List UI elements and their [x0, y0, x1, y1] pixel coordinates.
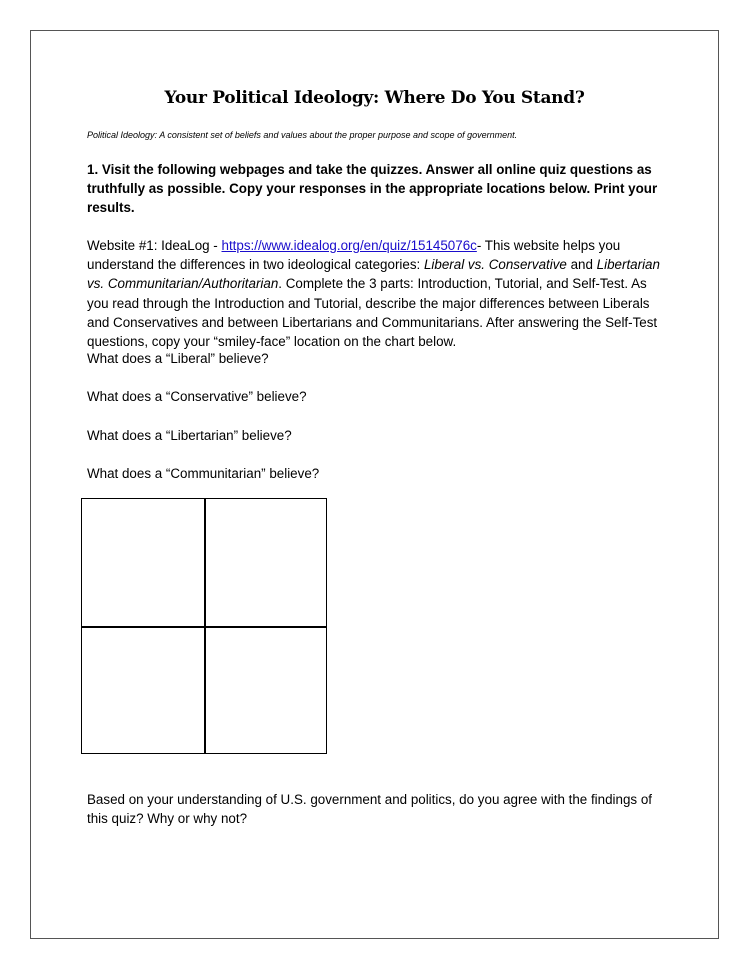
website-1-prefix: Website #1: IdeaLog -: [87, 238, 222, 253]
question-conservative: What does a “Conservative” believe?: [87, 389, 307, 404]
question-liberal: What does a “Liberal” believe?: [87, 351, 269, 366]
question-communitarian: What does a “Communitarian” believe?: [87, 466, 320, 481]
idealog-link[interactable]: https://www.idealog.org/en/quiz/15145076c: [221, 238, 477, 253]
website-1-text: - This website helps you understand the differences in two ideological categories:: [87, 238, 621, 273]
page-title: Your Political Ideology: Where Do You Stand?: [164, 88, 585, 108]
question-libertarian: What does a “Libertarian” believe?: [87, 428, 292, 443]
category-liberal-conservative: Liberal vs. Conservative: [423, 257, 567, 273]
instruction-text: 1. Visit the following webpages and take the quizzes. Answer all online quiz questions as truthfully as possible. Copy your responses in the appropriate locations below. Print your results.: [87, 162, 658, 216]
definition-text: Political Ideology: A consistent set of beliefs and values about the proper purpose and scope of government.: [87, 130, 518, 140]
website-1-paragraph: [87, 236, 672, 351]
website-1-text: . Complete the 3 parts: Introduction, Tutorial, and Self-Test. As you read through the Introduction and Tutorial, describe the major differences between Liberals and Conservatives and between Libertarians and Communitarians. After answering the Self-Test questions, copy your “smiley-face” location on the chart below.: [87, 276, 658, 350]
horizontal-divider: [82, 626, 326, 628]
final-question: Based on your understanding of U.S. government and politics, do you agree with the findings of this quiz? Why or why not?: [87, 792, 652, 827]
category-libertarian-communitarian: Libertarian vs. Communitarian/Authoritarian: [87, 257, 660, 292]
website-1-text: and: [566, 257, 597, 273]
ideology-quadrant-chart: [81, 498, 327, 754]
